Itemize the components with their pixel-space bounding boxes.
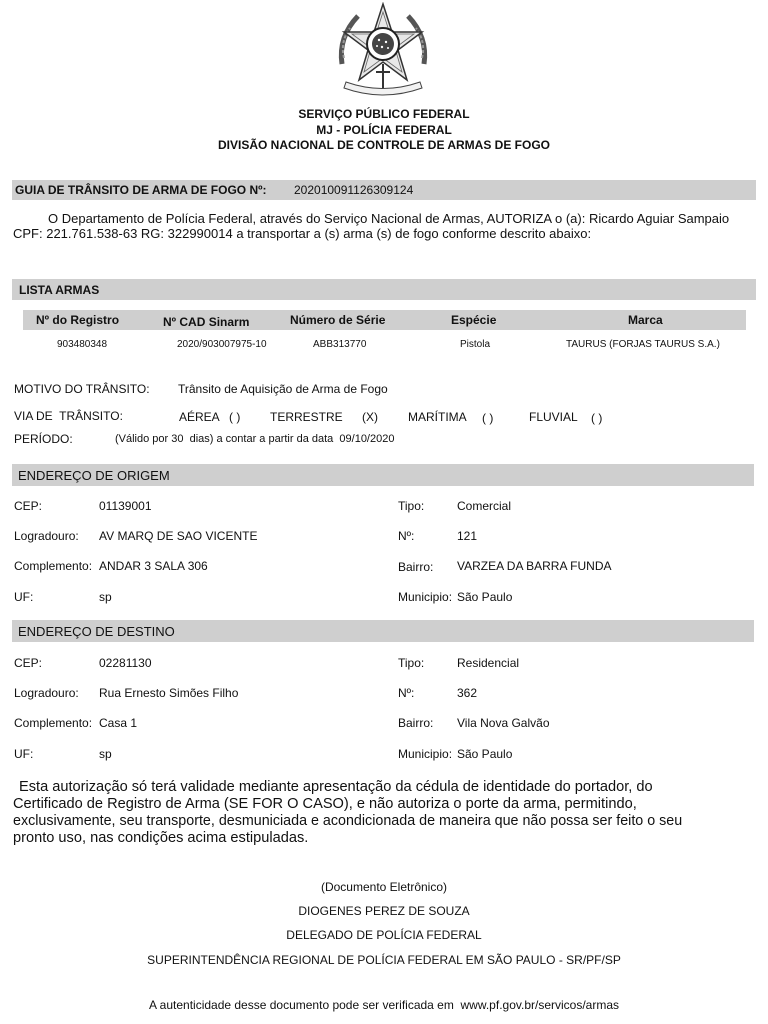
destino-municipio-label: Municipio: — [398, 747, 453, 761]
destino-bar — [12, 620, 754, 642]
row-numero-serie: ABB313770 — [313, 339, 367, 350]
signatario-cargo: DELEGADO DE POLÍCIA FEDERAL — [286, 928, 482, 942]
destino-title: ENDEREÇO DE DESTINO — [18, 624, 175, 639]
via-maritima-mark: ( ) — [482, 411, 494, 425]
origem-complemento: ANDAR 3 SALA 306 — [99, 559, 208, 573]
destino-bairro: Vila Nova Galvão — [457, 716, 550, 730]
via-terrestre: TERRESTRE — [270, 410, 343, 424]
destino-complemento: Casa 1 — [99, 716, 138, 730]
origem-title: ENDEREÇO DE ORIGEM — [18, 468, 170, 483]
destino-logradouro-label: Logradouro: — [14, 686, 79, 700]
aviso-line-2: Certificado de Registro de Arma (SE FOR O CASO), e não autoriza o porte da arma, permitindo, — [13, 796, 637, 812]
origem-bar — [12, 464, 754, 486]
origem-complemento-label: Complemento: — [14, 559, 93, 573]
destino-tipo: Residencial — [457, 656, 520, 670]
header-line-3: DIVISÃO NACIONAL DE CONTROLE DE ARMAS DE FOGO — [217, 138, 550, 152]
periodo-label: PERÍODO: — [14, 432, 73, 446]
motivo-value: Trânsito de Aquisição de Arma de Fogo — [178, 382, 388, 396]
row-cad-sinarm: 2020/903007975-10 — [177, 339, 267, 350]
aviso-line-4: pronto uso, nas condições acima estipuladas. — [13, 830, 309, 846]
destino-uf-label: UF: — [14, 747, 34, 761]
aviso-line-1: Esta autorização só terá validade mediante apresentação da cédula de identidade do portador, do — [19, 779, 653, 795]
via-terrestre-mark: (X) — [362, 410, 378, 424]
via-label: VIA DE TRÂNSITO: — [14, 409, 123, 423]
origem-cep-label: CEP: — [14, 499, 43, 513]
destino-cep: 02281130 — [99, 656, 152, 670]
origem-bairro: VARZEA DA BARRA FUNDA — [457, 559, 612, 573]
guia-label: GUIA DE TRÂNSITO DE ARMA DE FOGO Nº: — [15, 183, 267, 197]
origem-bairro-label: Bairro: — [398, 560, 434, 574]
destino-cep-label: CEP: — [14, 656, 43, 670]
row-especie: Pistola — [460, 339, 491, 350]
origem-tipo: Comercial — [457, 499, 512, 513]
lista-armas-title: LISTA ARMAS — [19, 283, 100, 297]
col-registro: Nº do Registro — [36, 313, 120, 327]
header-line-2: MJ - POLÍCIA FEDERAL — [316, 123, 452, 137]
origem-logradouro-label: Logradouro: — [14, 529, 79, 543]
via-aerea: AÉREA ( ) — [179, 410, 241, 424]
col-numero-serie: Número de Série — [290, 313, 386, 327]
lista-armas-bar — [12, 279, 756, 300]
via-fluvial-mark: ( ) — [591, 411, 603, 425]
signatario-nome: DIOGENES PEREZ DE SOUZA — [298, 904, 470, 918]
lista-header-row — [23, 310, 746, 330]
row-registro: 903480348 — [57, 339, 108, 350]
row-marca: TAURUS (FORJAS TAURUS S.A.) — [566, 339, 720, 350]
verificacao-rodape: A autenticidade desse documento pode ser verificada em www.pf.gov.br/servicos/armas — [148, 998, 619, 1012]
destino-bairro-label: Bairro: — [398, 716, 434, 730]
periodo-value: (Válido por 30 dias) a contar a partir da data 09/10/2020 — [115, 433, 395, 445]
destino-complemento-label: Complemento: — [14, 716, 93, 730]
via-maritima: MARÍTIMA — [408, 410, 467, 424]
via-fluvial: FLUVIAL — [529, 410, 578, 424]
motivo-label: MOTIVO DO TRÂNSITO: — [14, 382, 150, 396]
guia-number: 202010091126309124 — [294, 183, 414, 197]
destino-uf: sp — [99, 747, 112, 761]
origem-cep: 01139001 — [99, 499, 152, 513]
destino-tipo-label: Tipo: — [398, 656, 425, 670]
origem-uf-label: UF: — [14, 590, 34, 604]
col-marca: Marca — [628, 313, 663, 327]
guia-bar — [12, 180, 756, 200]
destino-logradouro: Rua Ernesto Simões Filho — [99, 686, 239, 700]
origem-tipo-label: Tipo: — [398, 499, 425, 513]
origem-municipio: São Paulo — [457, 590, 513, 604]
signatario-orgao: SUPERINTENDÊNCIA REGIONAL DE POLÍCIA FEDERAL EM SÃO PAULO - SR/PF/SP — [147, 953, 621, 967]
destino-municipio: São Paulo — [457, 747, 513, 761]
documento-eletronico: (Documento Eletrônico) — [320, 880, 448, 894]
header-line-1: SERVIÇO PÚBLICO FEDERAL — [298, 107, 470, 121]
col-especie: Espécie — [451, 313, 497, 327]
col-cad-sinarm: Nº CAD Sinarm — [163, 315, 250, 329]
brasao-emblem — [330, 2, 436, 104]
origem-uf: sp — [99, 590, 112, 604]
origem-numero: 121 — [457, 529, 478, 543]
destino-numero-label: Nº: — [398, 686, 415, 700]
intro-line-2: CPF: 221.761.538-63 RG: 322990014 a transportar a (s) arma (s) de fogo conforme descrito abaixo: — [13, 226, 592, 241]
origem-numero-label: Nº: — [398, 529, 415, 543]
destino-numero: 362 — [457, 686, 478, 700]
intro-line-1: O Departamento de Polícia Federal, através do Serviço Nacional de Armas, AUTORIZA o (a): Ricardo Aguiar Sampaio — [48, 211, 730, 226]
aviso-line-3: exclusivamente, seu transporte, desmuniciada e acondicionada de maneira que não possa ser feito o seu — [13, 813, 683, 829]
origem-logradouro: AV MARQ DE SAO VICENTE — [99, 529, 258, 543]
origem-municipio-label: Municipio: — [398, 590, 453, 604]
